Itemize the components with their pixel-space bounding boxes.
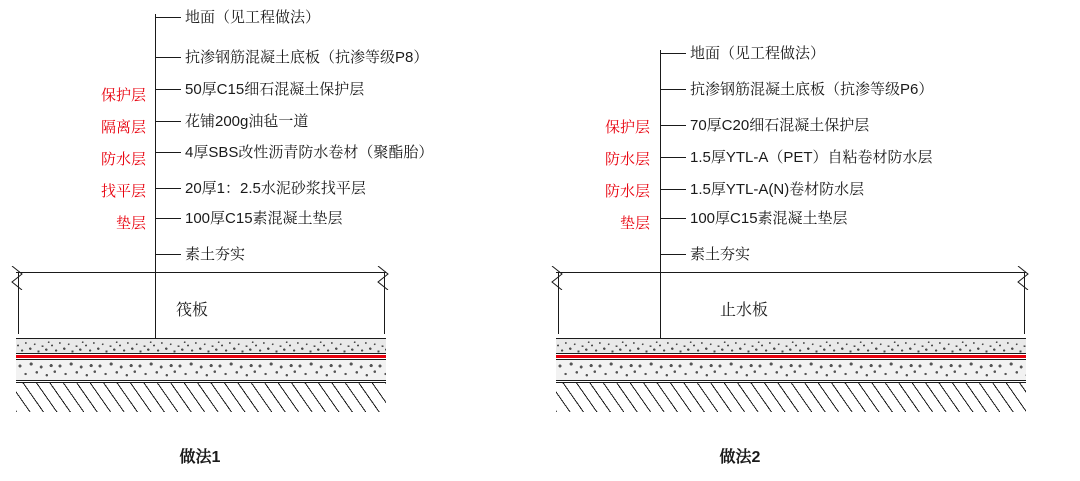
callout-row: [155, 141, 433, 163]
layer-band-concrete: [556, 338, 1026, 354]
layer-name: 防水层: [100, 151, 146, 168]
leader-line: [155, 218, 181, 219]
layer-name: 防水层: [604, 183, 650, 200]
slab-name: 止水板: [720, 302, 769, 319]
section-top-line: [556, 272, 1026, 273]
callout-row: [155, 6, 320, 28]
callout-row: [155, 207, 343, 229]
layer-name: 防水层: [604, 151, 650, 168]
detail-caption: 做法2: [719, 449, 761, 466]
callout-label: 地面（见工程做法）: [690, 44, 826, 62]
layer-band-cushion: [556, 359, 1026, 381]
callout-row: [155, 78, 364, 100]
layer-band-waterproof: [16, 355, 386, 358]
callout-label: 抗渗钢筋混凝土底板（抗渗等级P8）: [185, 48, 429, 66]
layer-band-concrete: [16, 338, 386, 354]
callout-row: [155, 177, 366, 199]
break-symbol-right: [1014, 266, 1036, 290]
layer-name: 找平层: [100, 183, 146, 200]
callout-row: [660, 178, 864, 200]
leader-line: [155, 254, 181, 255]
layer-name: 隔离层: [100, 119, 146, 136]
callout-label: 20厚1：2.5水泥砂浆找平层: [185, 179, 366, 197]
callout-label: 1.5厚YTL-A（PET）自粘卷材防水层: [690, 148, 933, 166]
leader-line: [660, 254, 686, 255]
break-symbol-right: [374, 266, 396, 290]
leader-line: [155, 188, 181, 189]
callout-row: [660, 146, 933, 168]
layer-band-earth: [556, 382, 1026, 412]
leader-line: [660, 218, 686, 219]
layer-band-waterproof: [556, 355, 1026, 358]
callout-row: [155, 243, 245, 265]
callout-row: [660, 114, 869, 136]
callout-label: 素土夯实: [690, 245, 751, 263]
layer-name: 保护层: [100, 87, 146, 104]
callout-label: 抗渗钢筋混凝土底板（抗渗等级P6）: [690, 80, 934, 98]
callout-row: [660, 207, 848, 229]
layer-name: 保护层: [604, 119, 650, 136]
callout-label: 100厚C15素混凝土垫层: [690, 209, 848, 227]
detail-drawing-2: [540, 0, 1080, 481]
callout-label: 4厚SBS改性沥青防水卷材（聚酯胎）: [185, 143, 434, 161]
leader-line: [155, 152, 181, 153]
callout-label: 100厚C15素混凝土垫层: [185, 209, 343, 227]
callout-row: [155, 110, 308, 132]
detail-caption: 做法1: [179, 449, 221, 466]
section-top-line: [16, 272, 386, 273]
callout-label: 70厚C20细石混凝土保护层: [690, 116, 870, 134]
callout-row: [660, 42, 825, 64]
callout-label: 素土夯实: [185, 245, 246, 263]
leader-line: [155, 57, 181, 58]
layer-band-earth: [16, 382, 386, 412]
leader-line: [660, 189, 686, 190]
layer-name: 垫层: [115, 215, 146, 232]
layer-name: 垫层: [619, 215, 650, 232]
callout-row: [155, 46, 428, 68]
callout-label: 地面（见工程做法）: [185, 8, 321, 26]
leader-line: [660, 157, 686, 158]
leader-line: [660, 125, 686, 126]
break-symbol-left: [548, 266, 570, 290]
callout-row: [660, 78, 933, 100]
break-symbol-left: [8, 266, 30, 290]
leader-line: [155, 17, 181, 18]
leader-line: [155, 89, 181, 90]
leader-line: [155, 121, 181, 122]
leader-line: [660, 53, 686, 54]
slab-name: 筏板: [176, 302, 209, 319]
callout-label: 1.5厚YTL-A(N)卷材防水层: [690, 180, 865, 198]
leader-line: [660, 89, 686, 90]
callout-label: 花铺200g油毡一道: [185, 112, 309, 130]
callout-row: [660, 243, 750, 265]
callout-label: 50厚C15细石混凝土保护层: [185, 80, 365, 98]
layer-band-cushion: [16, 359, 386, 381]
